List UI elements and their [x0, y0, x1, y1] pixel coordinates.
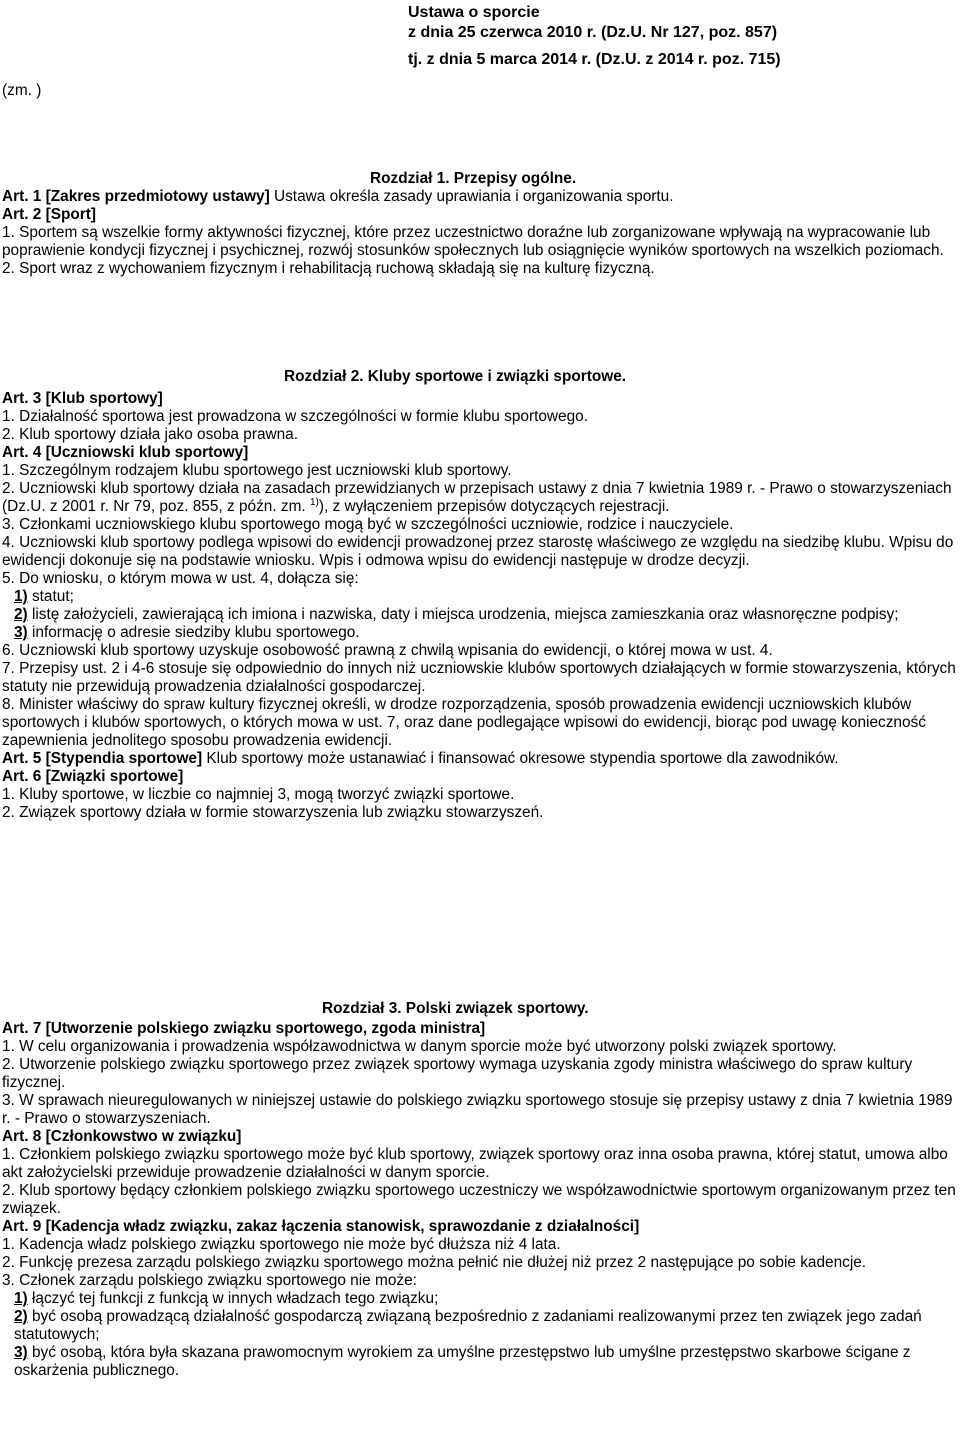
item-number: 2) — [14, 1308, 28, 1325]
article-4-heading: Art. 4 [Uczniowski klub sportowy] — [2, 444, 249, 461]
article-2-paragraph-2: 2. Sport wraz z wychowaniem fizycznym i rehabilitacją ruchową składają się na kulturę fizyczną. — [2, 260, 655, 277]
item-number: 1) — [14, 1290, 28, 1307]
article-4-item-3 — [2, 624, 957, 642]
amendments-note: (zm. ) — [2, 82, 42, 99]
item-number: 2) — [14, 606, 28, 623]
article-9-item-2 — [2, 1308, 957, 1344]
article-4-paragraph-2 — [2, 480, 957, 516]
article-9-paragraph-2: 2. Funkcję prezesa zarządu polskiego związku sportowego można pełnić nie dłużej niż przez 2 następujące po sobie kadencje. — [2, 1254, 867, 1271]
article-9-heading: Art. 9 [Kadencja władz związku, zakaz łączenia stanowisk, sprawozdanie z działalności] — [2, 1218, 640, 1235]
article-8-paragraph-1: 1. Członkiem polskiego związku sportowego może być klub sportowy, związek sportowy oraz inna osoba prawna, której statut, umowa albo akt założycielski przewiduje prowadzenie działalności w danym sporcie. — [2, 1146, 948, 1181]
article-6-heading: Art. 6 [Związki sportowe] — [2, 768, 184, 785]
article-3-paragraph-2: 2. Klub sportowy działa jako osoba prawna. — [2, 426, 299, 443]
item-text: być osobą prowadzącą działalność gospodarczą związaną bezpośrednio z zadaniami realizowanymi przez ten związek jego zadań statutowych; — [14, 1308, 922, 1343]
article-6-paragraph-2: 2. Związek sportowy działa w formie stowarzyszenia lub związku stowarzyszeń. — [2, 804, 544, 821]
item-text: informację o adresie siedziby klubu sportowego. — [27, 624, 360, 641]
item-text: statut; — [27, 588, 74, 605]
article-8-paragraph-2: 2. Klub sportowy będący członkiem polskiego związku sportowego uczestniczy we współzawodnictwie sportowym organizowanym przez ten związek. — [2, 1182, 956, 1217]
article-1-heading: Art. 1 [Zakres przedmiotowy ustawy] — [2, 188, 270, 205]
item-number: 1) — [14, 588, 28, 605]
item-text: listę założycieli, zawierającą ich imiona i nazwiska, daty i miejsca urodzenia, miejsca zamieszkania oraz własnoręczne podpisy; — [27, 606, 899, 623]
article-4-paragraph-2-tail: ), z wyłączeniem przepisów dotyczących rejestracji. — [318, 498, 670, 515]
article-4-item-2 — [2, 606, 957, 624]
article-7-heading: Art. 7 [Utworzenie polskiego związku sportowego, zgoda ministra] — [2, 1020, 486, 1037]
article-9-paragraph-3: 3. Członek zarządu polskiego związku sportowego nie może: — [2, 1272, 417, 1289]
article-9-paragraph-1: 1. Kadencja władz polskiego związku sportowego nie może być dłuższa niż 4 lata. — [2, 1236, 561, 1253]
act-title: Ustawa o sporcie — [408, 4, 540, 21]
article-4-paragraph-5: 5. Do wniosku, o którym mowa w ust. 4, dołącza się: — [2, 570, 359, 587]
article-7-paragraph-1: 1. W celu organizowania i prowadzenia współzawodnictwa w danym sporcie może być utworzony polski związek sportowy. — [2, 1038, 837, 1055]
article-2-heading: Art. 2 [Sport] — [2, 206, 97, 223]
act-consolidated-line: tj. z dnia 5 marca 2014 r. (Dz.U. z 2014 r. poz. 715) — [408, 51, 781, 68]
chapter-2-body — [2, 390, 957, 822]
article-4-paragraph-2-text: 2. Uczniowski klub sportowy działa na zasadach przewidzianych w przepisach ustawy z dnia 7 kwietnia 1989 r. - Prawo o stowarzyszeniach (Dz.U. z 2001 r. Nr 79, poz. 855, z późn. zm. — [2, 480, 952, 515]
article-7-paragraph-2: 2. Utworzenie polskiego związku sportowego przez związek sportowy wymaga uzyskania zgody ministra właściwego do spraw kultury fizycznej. — [2, 1056, 913, 1091]
article-4-paragraph-1: 1. Szczególnym rodzajem klubu sportowego jest uczniowski klub sportowy. — [2, 462, 512, 479]
article-4-paragraph-3: 3. Członkami uczniowskiego klubu sportowego mogą być w szczególności uczniowie, rodzice i nauczyciele. — [2, 516, 734, 533]
article-9-item-1 — [2, 1290, 957, 1308]
item-number: 3) — [14, 624, 28, 641]
article-3-heading: Art. 3 [Klub sportowy] — [2, 390, 163, 407]
chapter-2-heading: Rozdział 2. Kluby sportowe i związki sportowe. — [284, 368, 627, 385]
article-6-paragraph-1: 1. Kluby sportowe, w liczbie co najmniej 3, mogą tworzyć związki sportowe. — [2, 786, 515, 803]
article-2-paragraph-1: 1. Sportem są wszelkie formy aktywności fizycznej, które przez uczestnictwo doraźne lub zorganizowane wpływają na wypracowanie lub poprawienie kondycji fizycznej i psychicznej, rozwój stosunków społecznych lub osiągnięcie wyników sportowych na wszelkich poziomach. — [2, 224, 944, 259]
article-3-paragraph-1: 1. Działalność sportowa jest prowadzona w szczególności w formie klubu sportowego. — [2, 408, 588, 425]
article-4-paragraph-4: 4. Uczniowski klub sportowy podlega wpisowi do ewidencji prowadzonej przez starostę właściwego ze względu na siedzibę klubu. Wpisu do ewidencji dokonuje się na podstawie wniosku. Wpis i odmowa wpisu do ewidencji następuje w drodze decyzji. — [2, 534, 954, 569]
item-text: być osobą, która była skazana prawomocnym wyrokiem za umyślne przestępstwo lub umyślne przestępstwo skarbowe ścigane z oskarżenia publicznego. — [14, 1344, 911, 1379]
article-5-text: Klub sportowy może ustanawiać i finansować okresowe stypendia sportowe dla zawodników. — [202, 750, 839, 767]
article-5-heading: Art. 5 [Stypendia sportowe] — [2, 750, 203, 767]
chapter-1-heading: Rozdział 1. Przepisy ogólne. — [370, 170, 577, 187]
item-number: 3) — [14, 1344, 28, 1361]
article-4-paragraph-8: 8. Minister właściwy do spraw kultury fizycznej określi, w drodze rozporządzenia, sposób prowadzenia ewidencji uczniowskich klubów sportowych i klubów sportowych, o których mowa w ust. 7, oraz dane podlegające wpisowi do ewidencji, biorąc pod uwagę konieczność zapewnienia jednolitego sposobu prowadzenia ewidencji. — [2, 696, 926, 749]
chapter-1-body — [2, 188, 957, 278]
item-text: łączyć tej funkcji z funkcją w innych władzach tego związku; — [27, 1290, 439, 1307]
article-4-paragraph-6: 6. Uczniowski klub sportowy uzyskuje osobowość prawną z chwilą wpisania do ewidencji, o której mowa w ust. 4. — [2, 642, 773, 659]
article-7-paragraph-3: 3. W sprawach nieuregulowanych w niniejszej ustawie do polskiego związku sportowego stosuje się przepisy ustawy z dnia 7 kwietnia 1989 r. - Prawo o stowarzyszeniach. — [2, 1092, 953, 1127]
article-4-item-1 — [2, 588, 957, 606]
article-1 — [2, 188, 957, 206]
chapter-3-heading: Rozdział 3. Polski związek sportowy. — [322, 1000, 589, 1017]
article-9-item-3 — [2, 1344, 957, 1380]
article-5 — [2, 750, 957, 768]
article-4-paragraph-7: 7. Przepisy ust. 2 i 4-6 stosuje się odpowiednio do innych niż uczniowskie klubów sportowych działających w formie stowarzyszenia, których statuty nie przewidują prowadzenia działalności gospodarczej. — [2, 660, 956, 695]
footnote-marker: 1) — [309, 496, 319, 508]
article-8-heading: Art. 8 [Członkowstwo w związku] — [2, 1128, 242, 1145]
act-date-line: z dnia 25 czerwca 2010 r. (Dz.U. Nr 127, poz. 857) — [408, 24, 778, 41]
chapter-3-body — [2, 1020, 957, 1380]
article-1-text: Ustawa określa zasady uprawiania i organizowania sportu. — [269, 188, 674, 205]
